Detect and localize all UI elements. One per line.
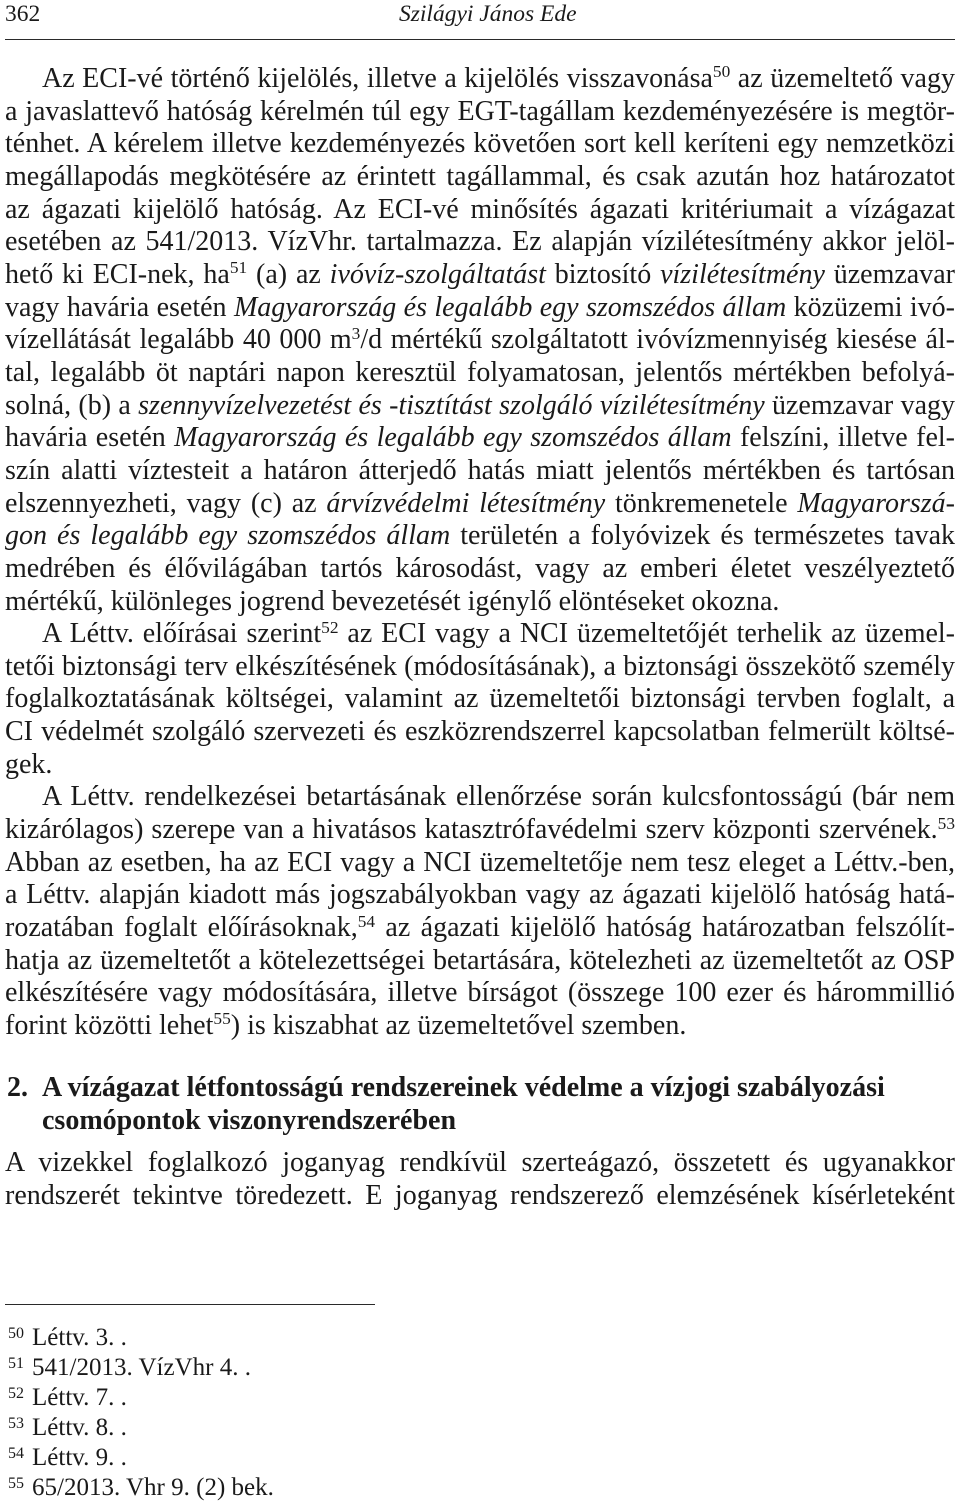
text-line [5, 96, 955, 129]
text-run: Abban az esetben, ha az ECI vagy a NCI üzemeltetője nem tesz eleget a Léttv.-ben, [5, 846, 955, 878]
heading-number: 2. [7, 1072, 28, 1104]
text-line [5, 651, 955, 684]
footnote-ref: 50 [712, 62, 731, 82]
italic-run: Magyarország és legalább egy szomszédos állam [174, 422, 732, 454]
text-run: felszíni, illetve fel- [731, 422, 955, 454]
footnote-item [5, 1353, 955, 1383]
text-line [5, 226, 955, 259]
italic-run: Magyarorszá- [797, 487, 955, 519]
text-run: ténhet. A kérelem illetve kezdeményezés követően sort kell keríteni egy nemzetközi [5, 128, 955, 160]
text-run: esetében az 541/2013. VízVhr. tartalmazza. Ez alapján vízilétesítmény akkor jelöl- [5, 226, 955, 258]
footnote-number: 54 [8, 1445, 24, 1462]
text-line [5, 1147, 955, 1180]
text-run: foglalkoztatásának költségei, valamint az üzemeltetői biztonsági tervben foglalt, a [5, 683, 955, 715]
text-line [5, 977, 955, 1010]
italic-run: ivóvíz-szolgáltatást [329, 258, 546, 290]
text-run: a javaslattevő hatóság kérelmén túl egy EGT-tagállam kezdeményezésére is megtör- [5, 95, 955, 127]
text-line [5, 586, 955, 619]
text-line [5, 488, 955, 521]
text-run: rendszerét tekintve töredezett. E joganyag rendszerező elemzésének kísérleteként [5, 1179, 955, 1211]
text-run: /d mértékű szolgáltatott ivóvízmennyiség kiesése ál- [360, 324, 955, 356]
running-header [5, 2, 955, 26]
text-run: az ágazati kijelölő hatóság. Az ECI-vé minősítés ágazati kritériumait a vízágazat [5, 193, 955, 225]
text-line [5, 520, 955, 553]
text-line [5, 683, 955, 716]
italic-run: gon és legalább egy szomszédos állam [5, 520, 451, 552]
text-run: vagy havária esetén [5, 291, 234, 323]
text-line [5, 357, 955, 390]
footnote-number: 53 [8, 1415, 24, 1432]
footnote-ref: 55 [213, 1009, 231, 1029]
text-line [5, 259, 955, 292]
text-run: az ágazati kijelölő hatóság határozatban felszólít- [375, 912, 955, 944]
italic-run: szennyvízelvezetést és -tisztítást szolgáló vízilétesítmény [138, 389, 765, 421]
text-run: üzemzavar [824, 258, 955, 290]
paragraph [5, 618, 955, 781]
heading-line: csomópontok viszonyrendszerében [42, 1104, 457, 1136]
text-run: az üzemeltető vagy [730, 63, 955, 94]
footnote-text: 541/2013. VízVhr 4. . [32, 1354, 251, 1381]
text-line [5, 194, 955, 227]
footnote-item [5, 1443, 955, 1473]
section-heading [5, 1072, 955, 1137]
footnote-ref: 53 [937, 813, 955, 833]
text-run: CI védelmét szolgáló szervezeti és eszközrendszerrel kapcsolatban felmerült költsé- [5, 716, 955, 748]
text-run: üzemzavar vagy [764, 389, 955, 421]
text-run: solná, (b) a [5, 389, 139, 421]
text-line [5, 292, 955, 325]
footnote-text: Léttv. 7. . [32, 1384, 127, 1411]
text-run: területén a folyóvizek és természetes tavak [450, 520, 956, 552]
text-run: rozatában foglalt előírásoknak, [5, 912, 358, 944]
footnote-ref: 54 [357, 911, 376, 931]
footnotes [5, 1323, 955, 1503]
text-run: elszennyezheti, vagy (c) az [5, 487, 327, 519]
running-title: Szilágyi János Ede [399, 1, 577, 27]
footnote-number: 51 [8, 1355, 24, 1372]
text-line [5, 161, 955, 194]
text-line [5, 128, 955, 161]
text-line [5, 63, 955, 96]
text-line [5, 912, 955, 945]
footnote-item [5, 1323, 955, 1353]
text-run: medrében és élővilágában tartós károsodást, vagy az emberi életet veszélyeztető [5, 552, 955, 584]
footnote-number: 52 [8, 1385, 24, 1402]
text-run: gek. [5, 748, 53, 780]
text-line [5, 618, 955, 651]
heading-title [42, 1072, 955, 1137]
text-line [5, 781, 955, 814]
paragraph [5, 63, 955, 618]
text-line [5, 390, 955, 423]
page-number: 362 [5, 1, 41, 27]
text-run: hető ki ECI-nek, ha [5, 258, 230, 290]
heading-line: A vízágazat létfontosságú rendszereinek védelme a vízjogi szabályozási [42, 1072, 885, 1104]
text-line [5, 814, 955, 847]
text-run: közüzemi ivó- [786, 291, 956, 323]
text-run: (a) az [247, 258, 330, 290]
text-line [5, 1010, 955, 1043]
text-run: ) is kiszabhat az üzemeltetővel szemben. [230, 1010, 687, 1042]
footnote-text: Léttv. 3. . [32, 1324, 127, 1351]
text-line [5, 1180, 955, 1213]
text-section [5, 1072, 955, 1212]
header-rule [5, 39, 955, 40]
text-run: elkészítésére vagy módosítására, illetve bírságot (összege 100 ezer és hárommillió [5, 977, 955, 1009]
text-run: biztosító [545, 258, 661, 290]
text-run: havária esetén [5, 422, 175, 454]
footnote-ref: 3 [351, 323, 361, 343]
text-line [5, 455, 955, 488]
footnote-item [5, 1383, 955, 1413]
italic-run: Magyarország és legalább egy szomszédos állam [233, 291, 787, 323]
text-run: kizárólagos) szerepe van a hivatásos katasztrófavédelmi szerv központi szervének. [5, 814, 938, 846]
text-run: tönkremenetele [605, 487, 798, 519]
footnote-text: Léttv. 9. . [32, 1444, 127, 1471]
text-run: tal, legalább öt naptári napon keresztül folyamatosan, jelentős mértékben befolyá- [5, 356, 955, 388]
text-line [5, 553, 955, 586]
text-run: A Léttv. előírásai szerint [42, 618, 322, 650]
text-run: hatja az üzemeltetőt a kötelezettségei betartására, kötelezheti az üzemeltetőt az OSP [5, 944, 955, 976]
italic-run: árvízvédelmi létesítmény [326, 487, 606, 519]
text-line [5, 422, 955, 455]
text-run: vízellátását legalább 40 000 m [5, 324, 352, 356]
footnote-item [5, 1473, 955, 1503]
footnote-number: 55 [8, 1475, 24, 1492]
text-line [5, 879, 955, 912]
footnote-number: 50 [8, 1325, 24, 1342]
text-line [5, 749, 955, 782]
paragraph [5, 781, 955, 1042]
footnote-rule [5, 1304, 375, 1305]
paragraph [5, 1147, 955, 1212]
footnote-text: 65/2013. Vhr 9. (2) bek. [32, 1474, 274, 1501]
text-run: az ECI vagy a NCI üzemeltetőjét terhelik az üzemel- [338, 618, 955, 650]
text-run: megállapodás megkötésére az érintett tagállammal, és csak azután hoz határozatot [5, 160, 955, 192]
text-line [5, 716, 955, 749]
text-run: forint közötti lehet [5, 1010, 214, 1042]
text-run: tetői biztonsági terv elkészítésének (módosításának), a biztonsági összekötő személy [5, 650, 955, 682]
text-run: a Léttv. alapján kiadott más jogszabályokban vagy az ágazati kijelölő hatóság hatá- [5, 879, 955, 911]
text-section [5, 63, 955, 1043]
footnote-ref: 51 [229, 258, 248, 278]
text-run: A Léttv. rendelkezései betartásának ellenőrzése során kulcsfontosságú (bár nem [42, 781, 955, 813]
text-run: Az ECI-vé történő kijelölés, illetve a kijelölés visszavonása [42, 63, 713, 94]
footnote-ref: 52 [321, 617, 339, 637]
italic-run: vízilétesítmény [660, 258, 825, 290]
text-line [5, 945, 955, 978]
text-run: szín alatti víztesteit a határon átterjedő hatás miatt jelentős mértékben és tartósan [5, 454, 955, 486]
text-line [5, 847, 955, 880]
text-run: A vizekkel foglalkozó joganyag rendkívül szerteágazó, összetett és ugyanakkor [5, 1147, 955, 1179]
main-text [5, 63, 955, 1212]
text-run: mértékű, különleges jogrend bevezetését igénylő elöntéseket okozna. [5, 585, 780, 617]
footnote-text: Léttv. 8. . [32, 1414, 127, 1441]
footnote-item [5, 1413, 955, 1443]
text-line [5, 324, 955, 357]
